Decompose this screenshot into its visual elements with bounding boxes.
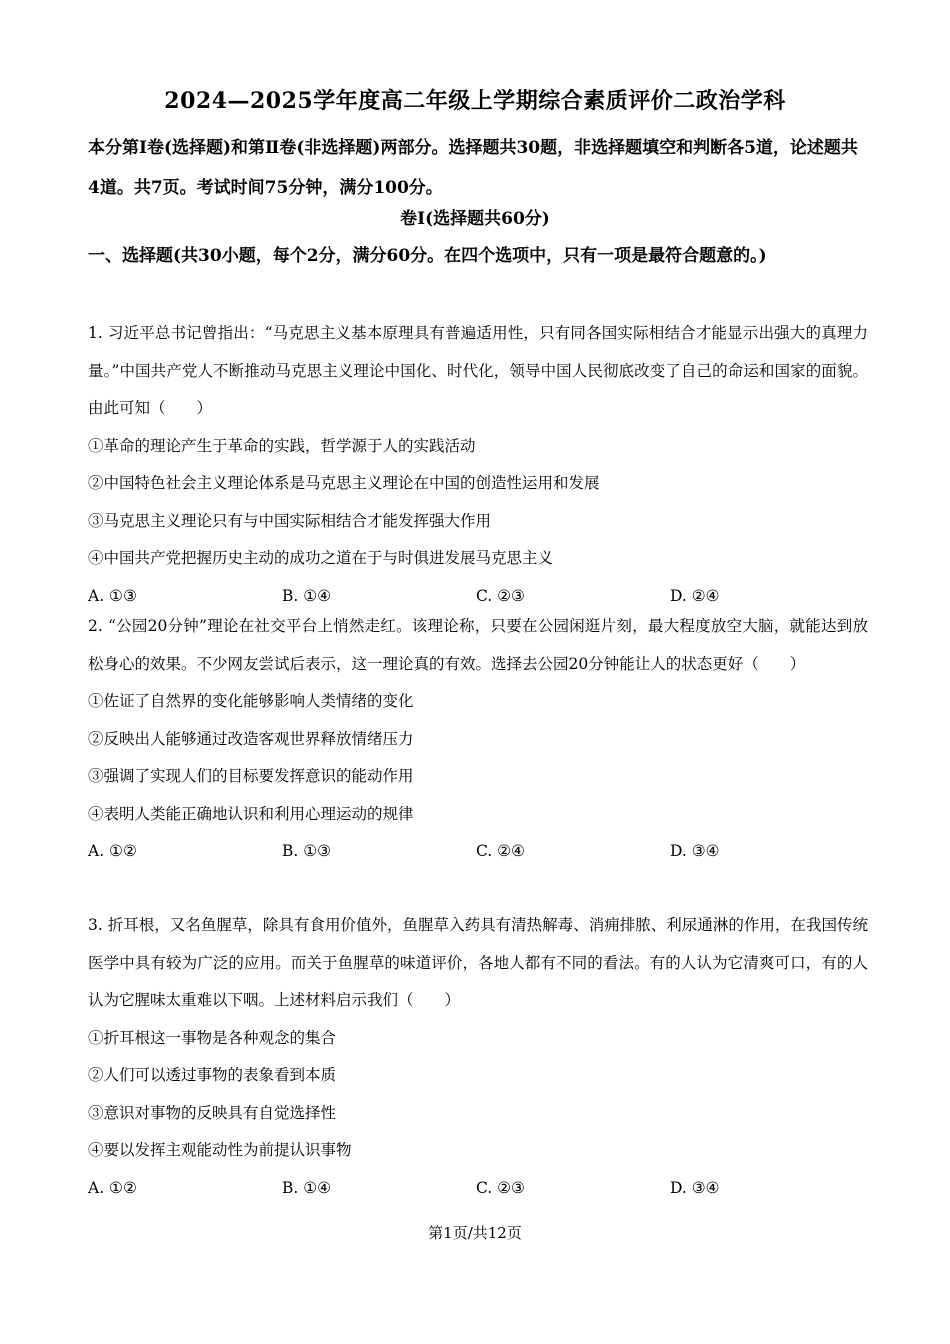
choice-a: A. ①②: [88, 1178, 137, 1197]
choice-b: B. ①③: [282, 842, 332, 860]
choice-c: C. ②③: [476, 586, 525, 605]
statement-option: ①革命的理论产生于革命的实践，哲学源于人的实践活动: [88, 436, 476, 455]
question-stem: 2. “公园20分钟”理论在社交平台上悄然走红。该理论称，只要在公园闲逛片刻，最大程度放空大脑，就能达到放松身心的效果。不少网友尝试后表示，这一理论真的有效。选择去公园20分钟能让人的状态更好（ ）: [88, 617, 868, 673]
choice-c: C. ②③: [476, 1178, 525, 1197]
page-number: 第1页/共12页: [428, 1224, 522, 1242]
statement-option: ③马克思主义理论只有与中国实际相结合才能发挥强大作用: [88, 511, 492, 530]
question-1: [88, 315, 868, 615]
choice-d: D. ③④: [670, 842, 720, 860]
answer-choices: [88, 1170, 868, 1208]
answer-choices: [88, 833, 868, 871]
question-stem: 3. 折耳根，又名鱼腥草，除具有食用价值外，鱼腥草入药具有清热解毒、消痈排脓、利尿通淋的作用，在我国传统医学中具有较为广泛的应用。而关于鱼腥草的味道评价，各地人都有不同的看法。有的人认为它清爽可口，有的人认为它腥味太重难以下咽。上述材料启示我们（ ）: [88, 916, 868, 1009]
document-title: 2024—2025学年度高二年级上学期综合素质评价二政治学科: [164, 88, 786, 114]
statement-option: ④表明人类能正确地认识和利用心理运动的规律: [88, 804, 414, 823]
choice-a: A. ①②: [88, 842, 137, 860]
statement-option: ②人们可以透过事物的表象看到本质: [88, 1066, 337, 1084]
statement-option: ②中国特色社会主义理论体系是马克思主义理论在中国的创造性运用和发展: [88, 474, 600, 492]
statement-option: ④要以发挥主观能动性为前提认识事物: [88, 1141, 352, 1159]
statement-option: ②反映出人能够通过改造客观世界释放情绪压力: [88, 729, 414, 748]
question-2: [88, 608, 868, 871]
exam-intro: 本分第Ⅰ卷(选择题)和第Ⅱ卷(非选择题)两部分。选择题共30题，非选择题填空和判断各5道，论述题共4道。共7页。考试时间75分钟，满分100分。: [88, 138, 858, 198]
choice-b: B. ①④: [282, 1178, 332, 1197]
question-3: [88, 907, 868, 1207]
volume-heading: 卷Ⅰ(选择题共60分): [400, 209, 550, 229]
question-stem: 1. 习近平总书记曾指出：“马克思主义基本原理具有普遍适用性，只有同各国实际相结合才能显示出强大的真理力量。”中国共产党人不断推动马克思主义理论中国化、时代化，领导中国人民彻底改变了自己的命运和国家的面貌。由此可知（ ）: [88, 324, 868, 417]
statement-option: ④中国共产党把握历史主动的成功之道在于与时俱进发展马克思主义: [88, 549, 554, 567]
statement-option: ③意识对事物的反映具有自觉选择性: [88, 1103, 337, 1122]
choice-c: C. ②④: [476, 842, 525, 860]
choice-d: D. ③④: [670, 1178, 720, 1197]
section-heading: 一、选择题(共30小题，每个2分，满分60分。在四个选项中，只有一项是最符合题意的。): [88, 246, 767, 266]
statement-option: ③强调了实现人们的目标要发挥意识的能动作用: [88, 767, 414, 785]
choice-d: D. ②④: [670, 586, 720, 605]
statement-option: ①佐证了自然界的变化能够影响人类情绪的变化: [88, 692, 414, 710]
choice-b: B. ①④: [282, 586, 332, 605]
choice-a: A. ①③: [88, 586, 137, 605]
statement-option: ①折耳根这一事物是各种观念的集合: [88, 1028, 337, 1047]
